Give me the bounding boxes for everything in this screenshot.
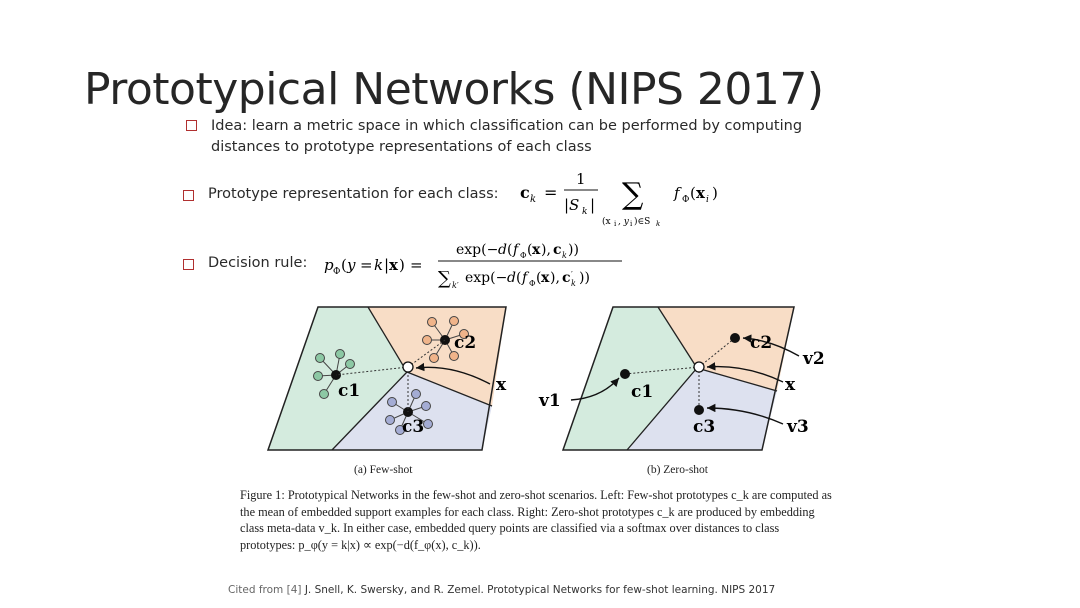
figure-svg <box>262 298 842 483</box>
label-c3: c3 <box>402 417 425 437</box>
svg-text:c: c <box>520 183 530 202</box>
bullet-decision-rule <box>183 255 307 271</box>
citation <box>228 584 775 596</box>
svg-text:Φ: Φ <box>529 279 536 288</box>
bullet-prototype-text: Prototype representation for each class: <box>208 186 499 202</box>
svg-text:i: i <box>706 195 709 205</box>
svg-text:Φ: Φ <box>520 251 527 260</box>
svg-text:i: i <box>614 220 617 228</box>
label-c1: c1 <box>338 381 361 401</box>
prototypical-figure <box>262 298 842 488</box>
svg-text:c: c <box>553 242 562 258</box>
svg-text:Φ: Φ <box>333 267 341 277</box>
citation-prefix: Cited from [4] <box>228 584 302 596</box>
svg-text:∑: ∑ <box>438 268 451 289</box>
svg-text:k: k <box>571 279 576 288</box>
bullet-box-icon <box>183 190 194 201</box>
svg-text:(: ( <box>507 242 513 258</box>
svg-text:k: k <box>374 256 384 274</box>
decision-equation-svg <box>322 236 627 292</box>
panel-a-caption: (a) Few-shot <box>354 464 413 476</box>
svg-text:=: = <box>410 256 423 274</box>
svg-text:y: y <box>347 256 356 274</box>
label-v3: v3 <box>787 417 809 437</box>
panel-zero-shot <box>538 307 825 450</box>
svg-text:(: ( <box>516 270 522 286</box>
svg-text:k: k <box>582 207 588 217</box>
svg-text:): ) <box>399 256 405 274</box>
svg-text:|S: |S <box>564 196 580 214</box>
svg-text:exp(−: exp(− <box>456 242 499 258</box>
svg-text:Φ: Φ <box>682 195 690 205</box>
bullet-box-icon <box>186 120 197 131</box>
svg-text:)∈S: )∈S <box>634 217 651 227</box>
prototype-equation <box>520 170 735 230</box>
svg-text:): ) <box>712 184 718 202</box>
svg-text:)): )) <box>568 242 579 258</box>
svg-text:x: x <box>541 270 550 286</box>
prototype-equation-svg <box>520 170 735 230</box>
svg-text:(: ( <box>690 184 696 202</box>
panel-b-caption: (b) Zero-shot <box>647 464 708 476</box>
svg-text:(: ( <box>536 270 542 286</box>
label-c1-zero: c1 <box>631 382 654 402</box>
label-x-zero: x <box>785 375 796 395</box>
svg-text:d: d <box>498 242 507 258</box>
svg-text:k′: k′ <box>452 281 459 290</box>
svg-text:x: x <box>389 256 398 274</box>
svg-text:(: ( <box>527 242 533 258</box>
label-c3-zero: c3 <box>693 417 716 437</box>
bullet-box-icon <box>183 259 194 270</box>
label-c2-zero: c2 <box>750 333 773 353</box>
svg-text:(x: (x <box>602 217 611 227</box>
svg-text:f: f <box>522 270 528 286</box>
svg-text:k: k <box>530 194 537 205</box>
svg-text:x: x <box>532 242 541 258</box>
label-v2: v2 <box>803 349 825 369</box>
svg-text:f: f <box>674 184 680 202</box>
citation-text: J. Snell, K. Swersky, and R. Zemel. Prototypical Networks for few-shot learning. NIPS 2017 <box>304 584 776 596</box>
svg-text:c: c <box>562 270 571 286</box>
svg-text:(: ( <box>341 256 347 274</box>
bullet-idea <box>186 116 826 158</box>
svg-text:)): )) <box>579 270 590 286</box>
label-c2: c2 <box>454 333 477 353</box>
svg-text:∑: ∑ <box>622 177 644 212</box>
svg-text:|: | <box>384 256 390 274</box>
label-v1: v1 <box>539 391 561 411</box>
svg-text:),: ), <box>550 270 560 286</box>
svg-text:|: | <box>590 196 596 214</box>
bullet-decision-text: Decision rule: <box>208 255 308 271</box>
panel-few-shot <box>268 307 507 450</box>
svg-text:=: = <box>360 256 373 274</box>
svg-text:p: p <box>324 256 334 274</box>
svg-text:f: f <box>513 242 519 258</box>
bullet-idea-text: Idea: learn a metric space in which classification can be performed by computing distances to prototype representations of each class <box>211 118 803 155</box>
svg-text:x: x <box>696 184 705 202</box>
svg-text:=: = <box>544 183 558 202</box>
svg-text:d: d <box>507 270 516 286</box>
svg-text:, y: , y <box>618 217 629 227</box>
bullet-prototype <box>183 186 499 202</box>
svg-text:k: k <box>656 220 661 228</box>
svg-text:exp(−: exp(− <box>465 270 508 286</box>
svg-text:i: i <box>630 220 633 228</box>
svg-text:),: ), <box>541 242 551 258</box>
svg-text:1: 1 <box>576 170 586 188</box>
slide-title: Prototypical Networks (NIPS 2017) <box>84 64 824 115</box>
decision-equation <box>322 236 627 292</box>
figure-caption: Figure 1: Prototypical Networks in the few-shot and zero-shot scenarios. Left: Few-shot prototypes c_k are computed as the mean of embedded support examples for each class. Right: Zero-shot prototypes c_k are produced by embedding class meta-data v_k. In either case, embedded query points are classified via a softmax over distances to class prototypes: p_φ(y = k|x) ∝ exp(−d(f_φ(x), c_k)). <box>240 488 832 552</box>
svg-text:′: ′ <box>571 270 573 279</box>
svg-text:k: k <box>562 251 567 260</box>
label-x: x <box>496 375 507 395</box>
